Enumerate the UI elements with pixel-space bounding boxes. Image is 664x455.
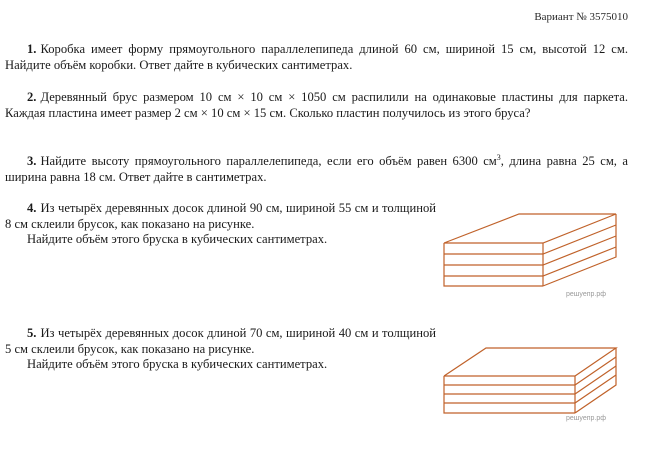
problem-number: 3. xyxy=(27,154,37,168)
problem-text: Из четырёх деревянных досок длиной 70 см, шириной 40 см и толщиной 5 см склеили брусок, как показано на рисунке. xyxy=(5,326,436,356)
board-stack-lines xyxy=(444,348,616,413)
figure-watermark: решуепр.рф xyxy=(566,291,606,298)
problem-text-end: , длина равна 25 см, а ширина равна 18 см. Ответ дайте в сантиметрах. xyxy=(5,154,628,184)
figure-watermark: решуепр.рф xyxy=(566,415,606,422)
board-stack-lines xyxy=(444,214,616,286)
problem-text: Коробка имеет форму прямоугольного параллелепипеда длиной 60 см, шириной 15 см, высотой 12 см. Найдите объём коробки. Ответ дайте в кубических сантиметрах. xyxy=(5,42,628,72)
problem-question: Найдите объём этого бруска в кубических сантиметрах. xyxy=(27,357,328,371)
superscript-exponent: 3 xyxy=(496,152,501,162)
problem-1 xyxy=(5,42,628,73)
glued-boards-figure-4 xyxy=(440,206,640,296)
variant-header: Вариант № 3575010 xyxy=(534,11,628,23)
problem-question: Найдите объём этого бруска в кубических сантиметрах. xyxy=(27,232,328,246)
problem-4 xyxy=(5,201,436,248)
problem-number: 5. xyxy=(27,326,37,340)
glued-boards-figure-5 xyxy=(440,328,640,418)
problem-3 xyxy=(5,154,628,185)
problem-2 xyxy=(5,90,628,121)
problem-text-start: Найдите высоту прямоугольного параллелепипеда, если его объём равен 6300 см xyxy=(40,154,497,168)
problem-number: 2. xyxy=(27,90,37,104)
problem-text: Деревянный брус размером 10 см × 10 см × 1050 см распилили на одинаковые пластины для паркета. Каждая пластина имеет размер 2 см × 10 см × 15 см. Сколько пластин получилось из этого бруса? xyxy=(5,90,628,120)
problem-number: 1. xyxy=(27,42,37,56)
problem-text: Из четырёх деревянных досок длиной 90 см, шириной 55 см и толщиной 8 см склеили брусок, как показано на рисунке. xyxy=(5,201,436,231)
problem-number: 4. xyxy=(27,201,37,215)
problem-5 xyxy=(5,326,436,373)
